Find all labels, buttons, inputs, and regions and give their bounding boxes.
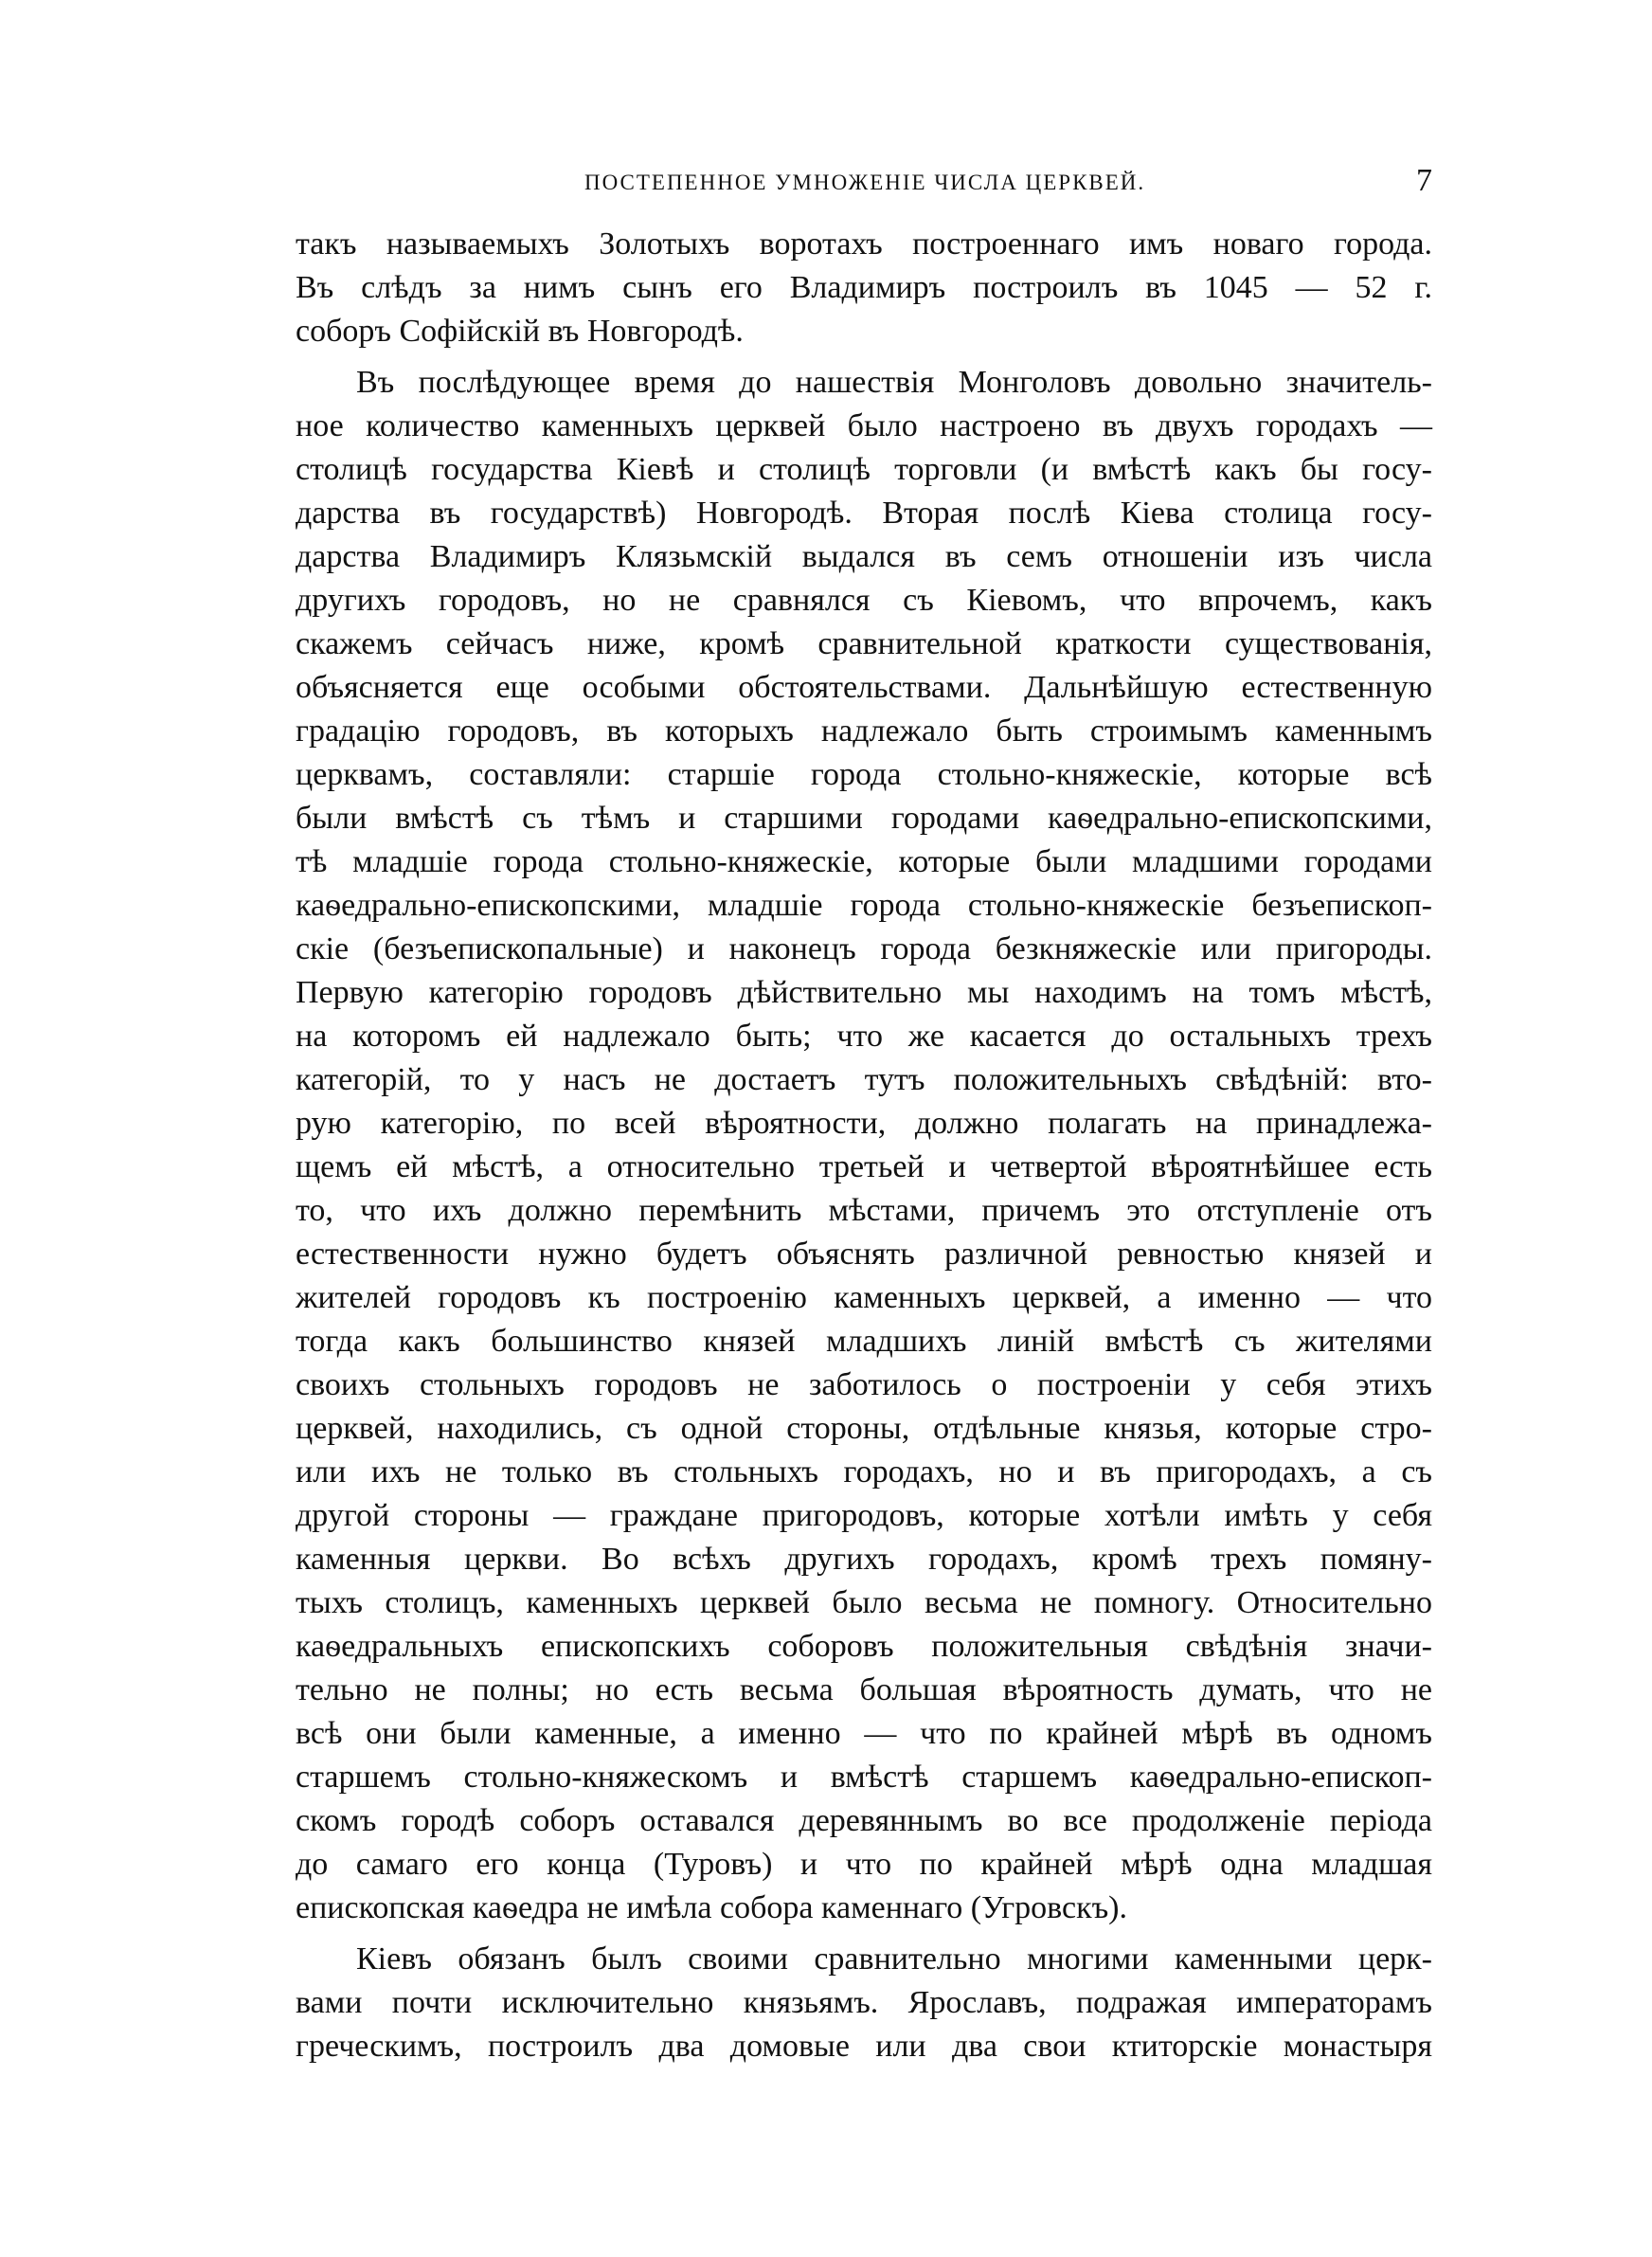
- text-line: старшемъ стольно-княжескомъ и вмѣстѣ старшемъ каѳедрально-епископ-: [296, 1760, 1432, 1795]
- text-line: градацiю городовъ, въ которыхъ надлежало быть строимымъ каменнымъ: [296, 713, 1432, 749]
- text-line: тыхъ столицъ, каменныхъ церквей было весьма не помногу. Относительно: [296, 1585, 1432, 1620]
- text-line: объясняется еще особыми обстоятельствами. Дальнѣйшую естественную: [296, 670, 1432, 705]
- text-line: то, что ихъ должно перемѣнить мѣстами, причемъ это отступленiе отъ: [296, 1193, 1432, 1228]
- text-line: щемъ ей мѣстѣ, а относительно третьей и четвертой вѣроятнѣйшее есть: [296, 1149, 1432, 1184]
- text-line: каменныя церкви. Во всѣхъ другихъ городахъ, кромѣ трехъ помяну-: [296, 1542, 1432, 1577]
- text-line: тогда какъ большинство князей младшихъ линiй вмѣстѣ съ жителями: [296, 1324, 1432, 1359]
- paragraph-gap: [296, 1930, 1432, 1938]
- text-line: скажемъ сейчасъ ниже, кромѣ сравнительной краткости существованiя,: [296, 626, 1432, 661]
- text-line: ное количество каменныхъ церквей было настроено въ двухъ городахъ —: [296, 408, 1432, 443]
- text-line: Первую категорiю городовъ дѣйствительно мы находимъ на томъ мѣстѣ,: [296, 975, 1432, 1010]
- page-number: 7: [1416, 163, 1432, 198]
- text-line: всѣ они были каменные, а именно — что по крайней мѣрѣ въ одномъ: [296, 1716, 1432, 1751]
- text-line: столицѣ государства Кiевѣ и столицѣ торговли (и вмѣстѣ какъ бы госу-: [296, 452, 1432, 487]
- text-line: на которомъ ей надлежало быть; что же касается до остальныхъ трехъ: [296, 1019, 1432, 1054]
- text-line: дарства Владимиръ Клязьмскiй выдался въ семъ отношенiи изъ числа: [296, 539, 1432, 574]
- running-head: [296, 163, 1432, 210]
- text-line: церквамъ, составляли: старшiе города стольно-княжескiе, которые всѣ: [296, 757, 1432, 792]
- paragraph-1: [296, 223, 1432, 353]
- text-line: Въ послѣдующее время до нашествiя Монголовъ довольно значитель-: [356, 365, 1432, 400]
- text-line: дарства въ государствѣ) Новгородѣ. Вторая послѣ Кiева столица госу-: [296, 496, 1432, 531]
- text-line: Кiевъ обязанъ былъ своими сравнительно многими каменными церк-: [356, 1941, 1432, 1977]
- text-line: соборъ Софiйскiй въ Новгородѣ.: [296, 314, 744, 349]
- text-line: тельно не полны; но есть весьма большая вѣроятность думать, что не: [296, 1672, 1432, 1707]
- text-line: Въ слѣдъ за нимъ сынъ его Владимиръ построилъ въ 1045 — 52 г.: [296, 270, 1432, 305]
- paragraph-2: [296, 361, 1432, 1930]
- text-line: такъ называемыхъ Золотыхъ воротахъ построеннаго имъ новаго города.: [296, 226, 1432, 262]
- paragraph-3: [296, 1938, 1432, 2068]
- text-line: скiе (безъепископальные) и наконецъ города безкняжескiе или пригороды.: [296, 931, 1432, 966]
- text-line: рую категорiю, по всей вѣроятности, должно полагать на принадлежа-: [296, 1106, 1432, 1141]
- text-line: тѣ младшiе города стольно-княжескiе, которые были младшими городами: [296, 844, 1432, 879]
- text-line: вами почти исключительно князьямъ. Ярославъ, подражая императорамъ: [296, 1985, 1432, 2020]
- text-line: или ихъ не только въ стольныхъ городахъ, но и въ пригородахъ, а съ: [296, 1454, 1432, 1490]
- running-title: ПОСТЕПЕННОЕ УМНОЖЕНIЕ ЧИСЛА ЦЕРКВЕЙ.: [584, 171, 1146, 194]
- paragraph-gap: [296, 353, 1432, 361]
- text-line: епископская каѳедра не имѣла собора каменнаго (Угровскъ).: [296, 1890, 1128, 1925]
- text-line: естественности нужно будетъ объяснять различной ревностью князей и: [296, 1237, 1432, 1272]
- text-line: жителей городовъ къ построенiю каменныхъ церквей, а именно — что: [296, 1280, 1432, 1315]
- text-line: каѳедрально-епископскими, младшiе города стольно-княжескiе безъепископ-: [296, 888, 1432, 923]
- text-line: скомъ городѣ соборъ оставался деревяннымъ во все продолженiе перiода: [296, 1803, 1432, 1838]
- text-line: греческимъ, построилъ два домовые или два свои ктиторскiе монастыря: [296, 2029, 1432, 2064]
- text-line: до самаго его конца (Туровъ) и что по крайней мѣрѣ одна младшая: [296, 1847, 1432, 1882]
- body-text: [296, 223, 1432, 2068]
- text-line: были вмѣстѣ съ тѣмъ и старшими городами каѳедрально-епископскими,: [296, 801, 1432, 836]
- text-line: каѳедральныхъ епископскихъ соборовъ положительныя свѣдѣнiя значи-: [296, 1629, 1432, 1664]
- text-line: своихъ стольныхъ городовъ не заботилось о построенiи у себя этихъ: [296, 1367, 1432, 1402]
- text-line: другой стороны — граждане пригородовъ, которые хотѣли имѣть у себя: [296, 1498, 1432, 1533]
- text-line: другихъ городовъ, но не сравнялся съ Кiевомъ, что впрочемъ, какъ: [296, 583, 1432, 618]
- text-line: церквей, находились, съ одной стороны, отдѣльные князья, которые стро-: [296, 1411, 1432, 1446]
- text-line: категорiй, то у насъ не достаетъ тутъ положительныхъ свѣдѣнiй: вто-: [296, 1062, 1432, 1097]
